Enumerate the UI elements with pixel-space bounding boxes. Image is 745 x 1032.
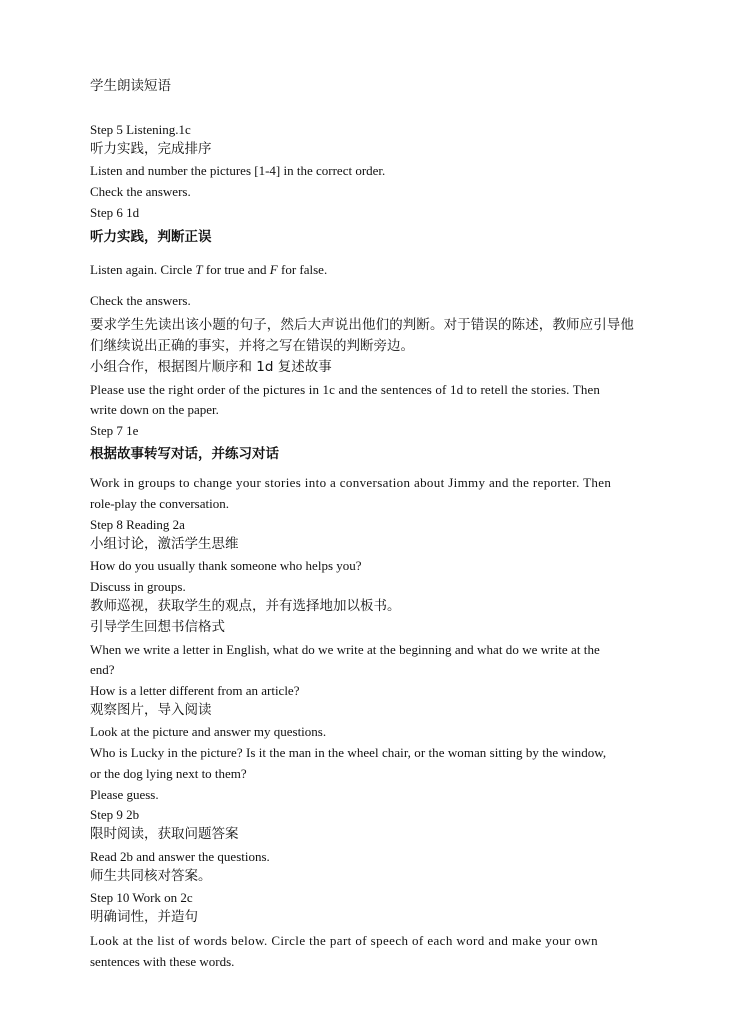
instruction-text-1: Listen again. Circle	[90, 262, 196, 277]
step-8-title: Step 8 Reading 2a	[90, 517, 185, 532]
step-10-instruction-line-2: sentences with these words.	[90, 954, 235, 969]
lucky-question-line-2: or the dog lying next to them?	[90, 766, 247, 781]
thank-question: How do you usually thank someone who helps you?	[90, 558, 362, 573]
guess-prompt: Please guess.	[90, 787, 159, 802]
heading-read-phrases: 学生朗读短语	[90, 78, 171, 94]
lucky-question-line-1: Who is Lucky in the picture? Is it the man in the wheel chair, or the woman sitting by the window,	[90, 745, 607, 760]
instruction-text-2: for true and	[202, 262, 270, 277]
step-5-check: Check the answers.	[90, 184, 191, 199]
teacher-note-line-2: 们继续说出正确的事实，并将之写在错误的判断旁边。	[90, 338, 414, 354]
step-10-instruction-line-1: Look at the list of words below. Circle the part of speech of each word and make your own	[90, 933, 599, 948]
retell-instruction-line-2: write down on the paper.	[90, 402, 219, 417]
step-5-instruction: Listen and number the pictures [1-4] in the correct order.	[90, 163, 386, 178]
letter-question-line-2: end?	[90, 662, 115, 677]
step-6-title: Step 6 1d	[90, 205, 140, 220]
step-9-instruction: Read 2b and answer the questions.	[90, 849, 270, 864]
false-letter: F	[269, 262, 278, 277]
step-8-subtitle: 小组讨论，激活学生思维	[90, 536, 239, 552]
step-7-title: Step 7 1e	[90, 423, 139, 438]
instruction-text-3: for false.	[277, 262, 328, 277]
step-6-subtitle: 听力实践，判断正误	[90, 229, 212, 245]
teacher-patrol-note: 教师巡视，获取学生的观点，并有选择地加以板书。	[90, 598, 401, 614]
letter-article-question: How is a letter different from an article?	[90, 683, 300, 698]
group-retell-title: 小组合作，根据图片顺序和 1d 复述故事	[90, 359, 332, 375]
step-5-title: Step 5 Listening.1c	[90, 122, 191, 137]
retell-instruction-line-1: Please use the right order of the pictures in 1c and the sentences of 1d to retell the stories. Then	[90, 382, 601, 397]
step-10-subtitle: 明确词性，并造句	[90, 909, 198, 925]
answer-check-note: 师生共同核对答案。	[90, 868, 212, 884]
step-7-subtitle: 根据故事转写对话，并练习对话	[90, 446, 279, 462]
step-5-subtitle: 听力实践，完成排序	[90, 141, 212, 157]
picture-instruction: Look at the picture and answer my questions.	[90, 724, 327, 739]
step-9-subtitle: 限时阅读，获取问题答案	[90, 826, 239, 842]
step-9-title: Step 9 2b	[90, 807, 140, 822]
step-10-title: Step 10 Work on 2c	[90, 890, 193, 905]
discuss-instruction: Discuss in groups.	[90, 579, 186, 594]
letter-format-title: 引导学生回想书信格式	[90, 619, 225, 635]
letter-question-line-1: When we write a letter in English, what do we write at the beginning and what do we write at the	[90, 642, 600, 657]
step-6-instruction	[90, 261, 654, 278]
teacher-note-line-1: 要求学生先读出该小题的句子，然后大声说出他们的判断。对于错误的陈述，教师应引导他	[90, 317, 634, 333]
step-7-instruction-line-2: role-play the conversation.	[90, 496, 229, 511]
picture-observe-title: 观察图片，导入阅读	[90, 702, 212, 718]
step-6-check: Check the answers.	[90, 293, 191, 308]
true-letter: T	[195, 262, 203, 277]
step-7-instruction-line-1: Work in groups to change your stories into a conversation about Jimmy and the reporter. Then	[90, 475, 612, 490]
